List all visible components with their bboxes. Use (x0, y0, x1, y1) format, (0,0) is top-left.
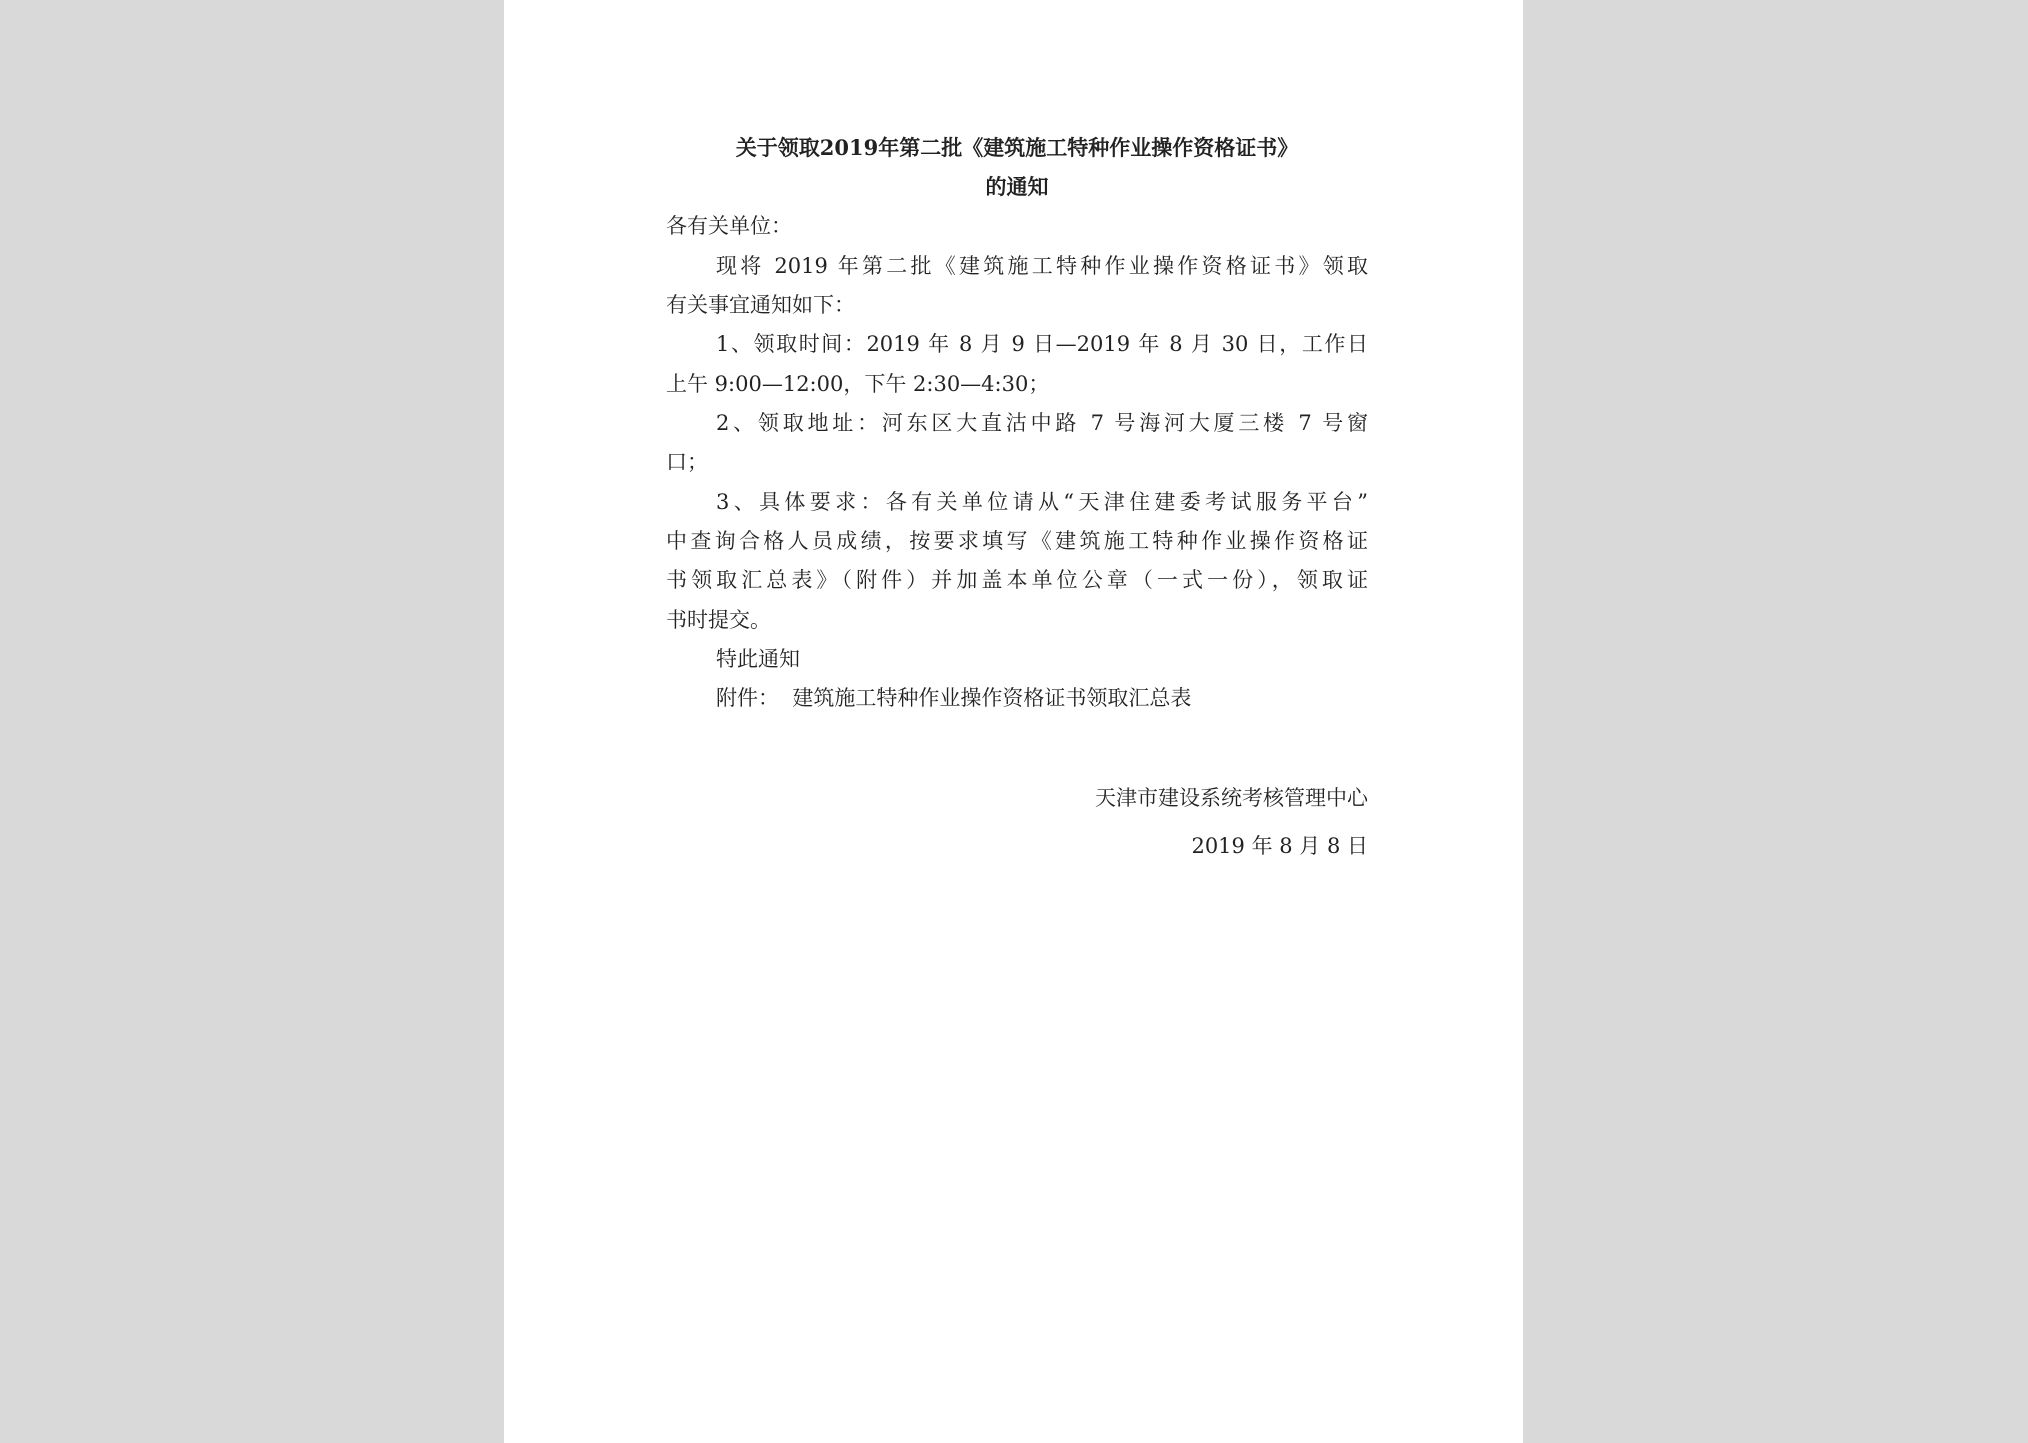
intro-line-1: 现将 2019 年第二批《建筑施工特种作业操作资格证书》领取 (716, 254, 1368, 278)
issue-date: 2019 年 8 月 8 日 (1191, 834, 1368, 858)
issuer-name: 天津市建设系统考核管理中心 (1095, 786, 1368, 810)
item1-line-1: 1、领取时间：2019 年 8 月 9 日—2019 年 8 月 30 日，工作日 (716, 332, 1368, 356)
notice-title-line-2: 的通知 (985, 174, 1049, 199)
notice-title-line-1: 关于领取2019年第二批《建筑施工特种作业操作资格证书》 (735, 135, 1299, 160)
item2-line-1: 2、领取地址：河东区大直沽中路 7 号海河大厦三楼 7 号窗 (716, 411, 1368, 435)
item3-line-3: 书领取汇总表》（附件）并加盖本单位公章（一式一份），领取证 (666, 568, 1368, 592)
item3-line-2: 中查询合格人员成绩，按要求填写《建筑施工特种作业操作资格证 (666, 529, 1368, 553)
closing-text: 特此通知 (716, 647, 800, 671)
item3-line-1: 3、具体要求：各有关单位请从“天津住建委考试服务平台” (716, 490, 1368, 514)
document-page (504, 0, 1523, 1443)
item3-line-4: 书时提交。 (666, 608, 771, 632)
intro-line-2: 有关事宜通知如下： (666, 293, 855, 317)
attachment-text: 附件： 建筑施工特种作业操作资格证书领取汇总表 (716, 686, 1192, 710)
item1-line-2: 上午 9:00—12:00，下午 2:30—4:30； (666, 372, 1050, 396)
salutation: 各有关单位： (666, 214, 792, 238)
item2-line-2: 口； (666, 450, 708, 474)
